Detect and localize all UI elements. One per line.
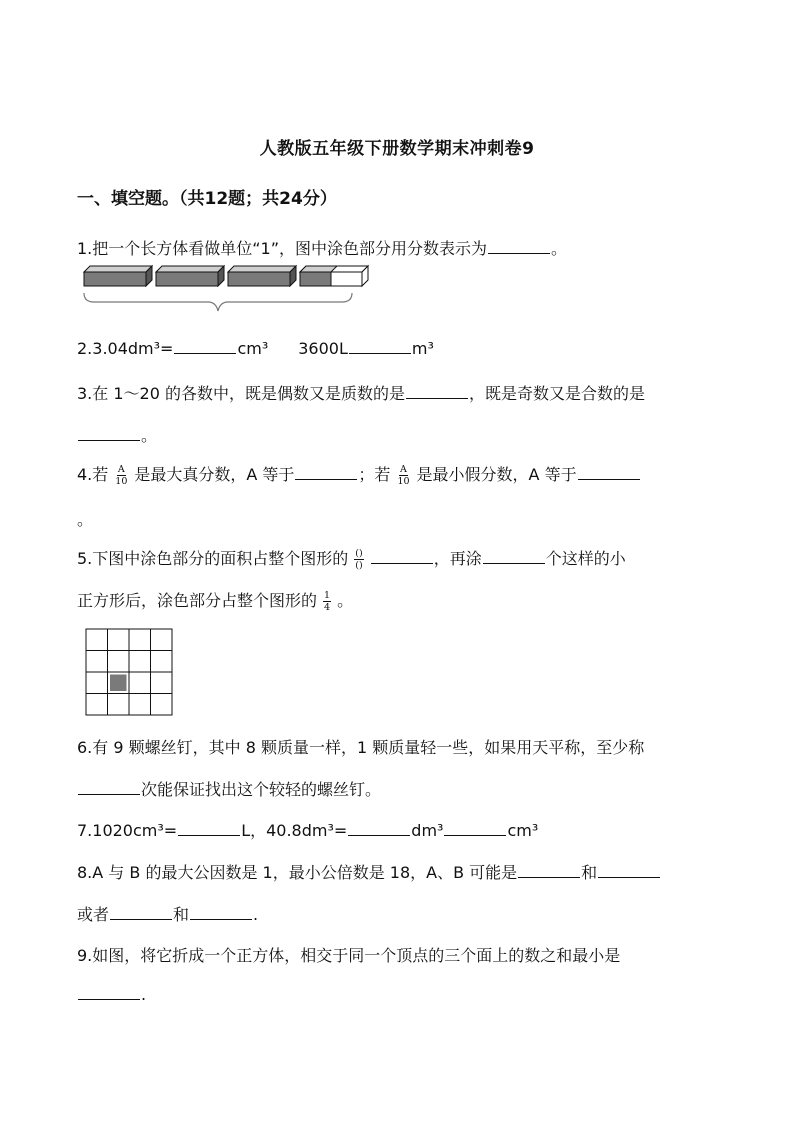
- q3-blank-2[interactable]: [78, 426, 140, 441]
- block-top-face: [156, 266, 224, 272]
- q4-blank-1[interactable]: [295, 465, 357, 480]
- q5-text-d: 正方形后，涂色部分占整个图形的: [77, 591, 318, 610]
- question-8-line-2: [77, 902, 258, 925]
- question-8-line-1: [77, 860, 661, 883]
- question-1: [77, 236, 567, 259]
- q4-text-a: 4.若: [77, 465, 109, 484]
- q4-text-c: ；若: [358, 465, 391, 484]
- question-2: [77, 339, 434, 358]
- q4-text-d: 是最小假分数，A 等于: [416, 465, 577, 484]
- q8-blank-4[interactable]: [190, 905, 252, 920]
- q2-blank-2[interactable]: [349, 339, 411, 354]
- q5-blank-2[interactable]: [483, 549, 545, 564]
- q8-blank-3[interactable]: [110, 905, 172, 920]
- grid-cell: [151, 672, 173, 694]
- grid-cell: [129, 694, 151, 716]
- block-front-shaded: [84, 272, 146, 286]
- grid-cell: [86, 629, 108, 651]
- q9-end: .: [141, 985, 147, 1004]
- q5-text-a: 5.下图中涂色部分的面积占整个图形的: [77, 549, 349, 568]
- question-5-line-2: [77, 588, 353, 613]
- q7-blank-2[interactable]: [348, 821, 410, 836]
- grid-cell: [151, 629, 173, 651]
- q1-text: 1.把一个长方体看做单位“1”，图中涂色部分用分数表示为: [77, 239, 488, 258]
- question-6-line-1: [77, 735, 644, 758]
- q3-text-a: 3.在 1～20 的各数中，既是偶数又是质数的是: [77, 384, 405, 403]
- grid-cell: [129, 651, 151, 673]
- q6-text-a: 6.有 9 颗螺丝钉，其中 8 颗质量一样，1 颗质量轻一些，如果用天平称，至少称: [77, 738, 645, 757]
- grid-shaded-square: [110, 675, 127, 692]
- q5-text-b: ，再涂: [433, 549, 482, 568]
- grid-cell: [108, 629, 130, 651]
- grid-cell: [86, 672, 108, 694]
- q2-text-a: 2.3.04dm³=: [77, 339, 174, 358]
- block-front-shaded: [156, 272, 218, 286]
- q2-unit-a: cm³: [237, 339, 269, 358]
- q3-text-b: ，既是奇数又是合数的是: [468, 384, 645, 403]
- q5-end: 。: [337, 591, 354, 610]
- q2-blank-1[interactable]: [174, 339, 236, 354]
- q8-text-b: 和: [581, 863, 598, 882]
- grid-cell: [129, 672, 151, 694]
- q5-blank-1[interactable]: [371, 549, 433, 564]
- cuboid-blocks-figure: [80, 264, 372, 326]
- block-top-face-shaded: [300, 266, 337, 272]
- q5-fraction: $\frac{()}{()}$: [355, 548, 363, 571]
- q8-text-a: 8.A 与 B 的最大公因数是 1，最小公倍数是 18，A、B 可能是: [77, 863, 518, 882]
- q8-text-d: 和: [173, 905, 190, 924]
- q9-blank[interactable]: [78, 985, 140, 1000]
- grid-cell: [151, 651, 173, 673]
- grid-cell: [86, 694, 108, 716]
- q8-text-c: 或者: [77, 905, 110, 924]
- grid-cell: [129, 629, 151, 651]
- question-9-line-2: [77, 985, 146, 1004]
- question-3-line-1: [77, 381, 645, 404]
- grid-cell: [108, 694, 130, 716]
- question-9-line-1: [77, 943, 620, 966]
- grid-cell: [86, 651, 108, 673]
- block-front-shaded: [228, 272, 290, 286]
- q8-blank-2[interactable]: [598, 863, 660, 878]
- q7-blank-3[interactable]: [444, 821, 506, 836]
- section-heading: 一、填空题。（共12题；共24分）: [77, 189, 337, 209]
- q7-blank-1[interactable]: [178, 821, 240, 836]
- question-6-line-2: [77, 777, 381, 800]
- q6-text-b: 次能保证找出这个较轻的螺丝钉。: [141, 780, 382, 799]
- q4-text-b: 是最大真分数，A 等于: [134, 465, 295, 484]
- q3-blank-1[interactable]: [406, 384, 468, 399]
- q2-unit-b: m³: [411, 339, 434, 358]
- question-3-line-2: [77, 423, 157, 446]
- q4-fraction-1: $\frac{A}{10}$: [115, 464, 128, 487]
- q6-blank[interactable]: [78, 780, 140, 795]
- question-4-line-2: [77, 507, 93, 530]
- q2-text-b: 3600L: [298, 339, 348, 358]
- block-top-face: [228, 266, 296, 272]
- q7-text-d: cm³: [507, 821, 539, 840]
- question-7: [77, 818, 538, 841]
- q1-blank[interactable]: [488, 239, 550, 254]
- q9-text-a: 9.如图，将它折成一个正方体，相交于同一个顶点的三个面上的数之和最小是: [77, 946, 621, 965]
- brace: [84, 293, 352, 311]
- square-grid-figure: [85, 628, 175, 716]
- q1-end: 。: [551, 239, 568, 258]
- q4-fraction-2: $\frac{A}{10}$: [397, 464, 410, 487]
- q4-blank-2[interactable]: [578, 465, 640, 480]
- grid-cell: [108, 651, 130, 673]
- q7-text-c: dm³: [411, 821, 444, 840]
- block-top-face: [84, 266, 152, 272]
- question-5-line-1: [77, 546, 626, 571]
- q3-end: 。: [141, 426, 158, 445]
- q5-fraction-quarter: $\frac{1}{4}$: [324, 590, 331, 613]
- q5-text-c: 个这样的小: [545, 549, 626, 568]
- page-title: 人教版五年级下册数学期末冲刺卷9: [259, 139, 535, 159]
- q4-end: 。: [77, 510, 94, 529]
- q7-text-b: L，40.8dm³=: [241, 821, 348, 840]
- grid-cell: [151, 694, 173, 716]
- q8-blank-1[interactable]: [518, 863, 580, 878]
- q8-end: .: [253, 905, 259, 924]
- question-4-line-1: [77, 462, 641, 487]
- block-front-shaded: [300, 272, 331, 286]
- q7-text-a: 7.1020cm³=: [77, 821, 178, 840]
